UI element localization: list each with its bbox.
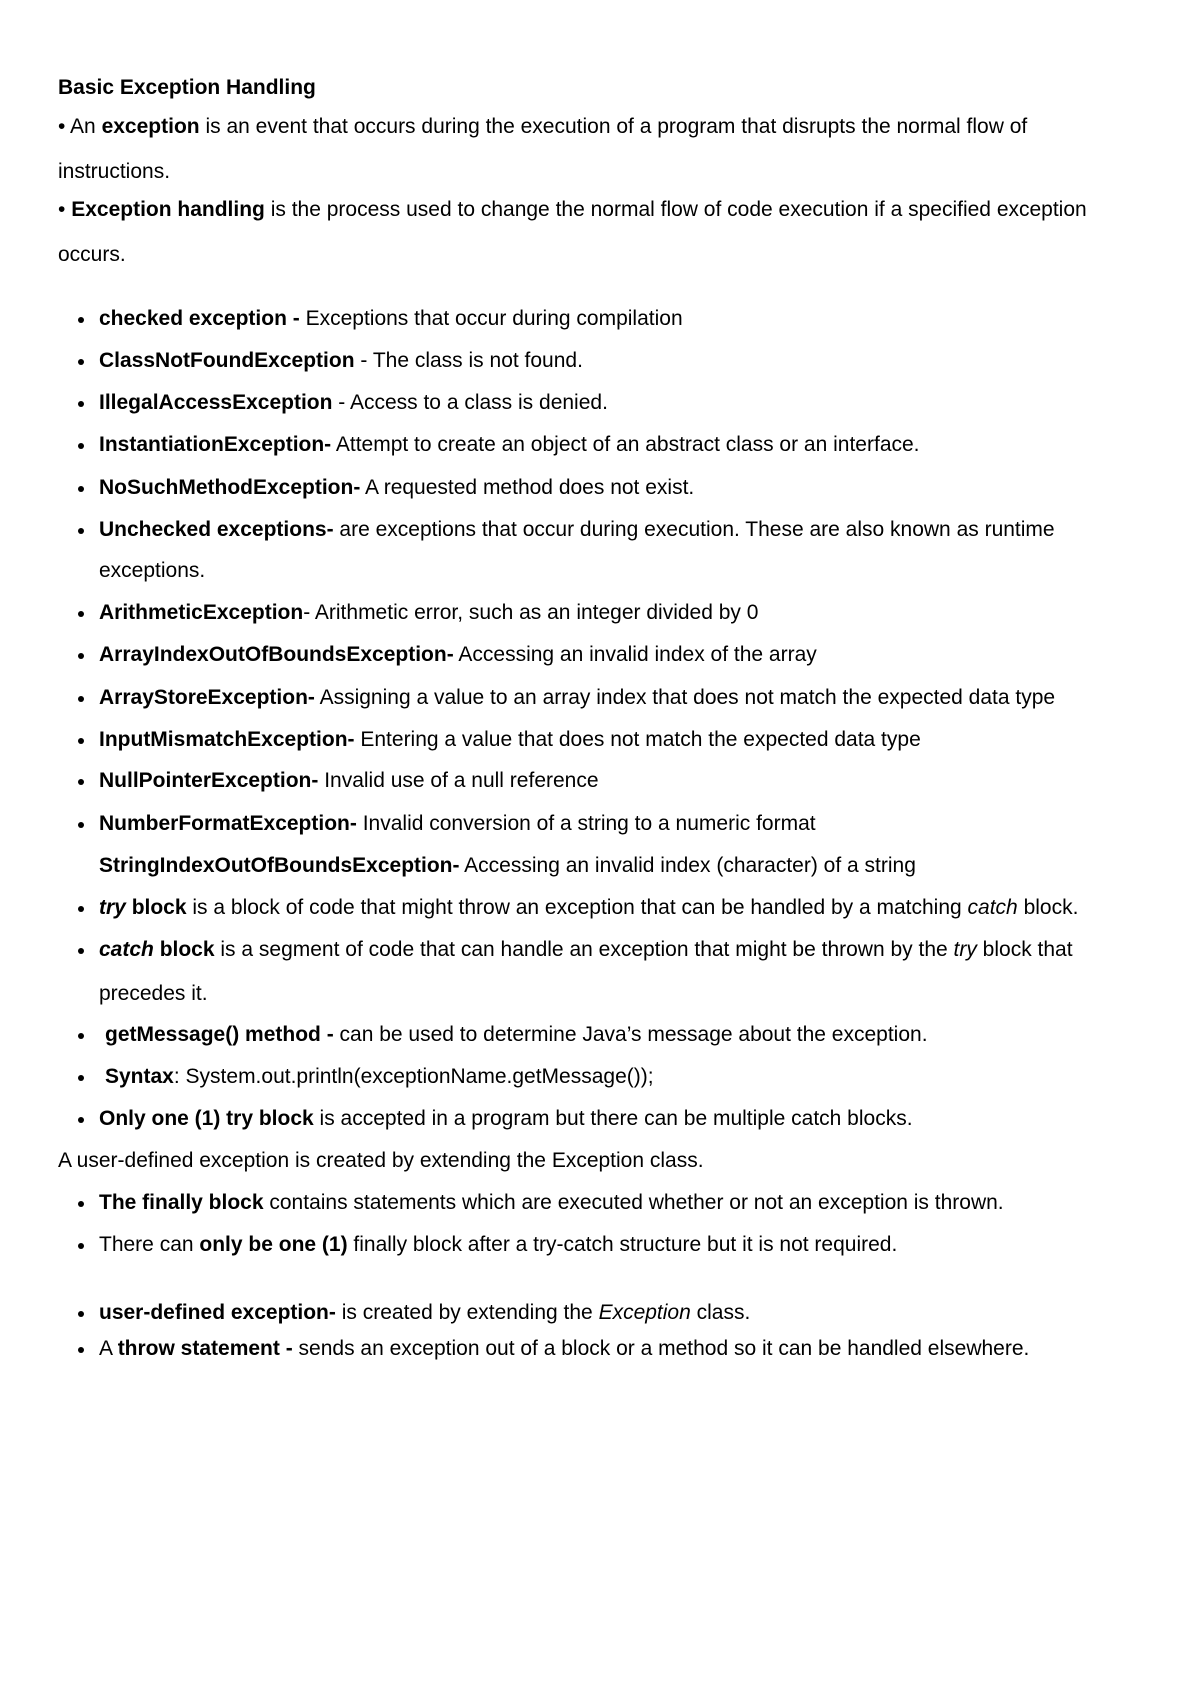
bullet-dot [78, 822, 84, 828]
term-exception: exception [101, 115, 200, 138]
bullet-dot [78, 443, 84, 449]
bullet: • [58, 198, 66, 221]
bullet-dot [78, 317, 84, 323]
bullet-dot [78, 1243, 84, 1249]
term-exception-handling: Exception handling [71, 198, 265, 221]
bullet-dot [78, 611, 84, 617]
bullet-dot [78, 1201, 84, 1207]
page-title: Basic Exception Handling [58, 76, 316, 99]
document-page: Basic Exception Handling • An exception is an event that occurs during the execution of a program that disrupts the normal flow of instructions. • Exception handling is the process used to change the normal flow of code execution if a specified exception occurs. checked exception - Exceptions that occur during compilation ClassNotFoundException - The class is not found. IllegalAccessException - Access to a class is denied. InstantiationException- Attempt to create an object of an abstract class or an interface. NoSuchMethodException- A requested method does not exist. Unchecked exceptions- are exceptions that occur during execution. These are also known as runtime exceptions. ArithmeticException- Arithmetic error, such as an integer divided by 0 ArrayIndexOutOfBoundsException- Accessing an invalid index of the array ArrayStoreException- Assigning a value to an array index that does not match the expected data type InputMismatchException- Entering a value that does not match the expected data type NullPointerException- Invalid use of a null reference NumberFormatException- Invalid conversion of a string to a numeric format StringIndexOutOfBoundsException- Accessing an invalid index (character) of a string try block is a block of code that might throw an exception that can be handled by a matching catch block. catch block is a segment of code that can handle an exception that might be thrown by the try block that precedes it. getMessage() method - can be used to determine Java’s message about the exception. Syntax: System.out.println(exceptionName.getMessage()); Only one (1) try block is accepted in a program but there can be multiple catch blocks. A user-defined exception is created by extending the Exception class. The finally block contains statements which are executed whether or not an exception is thrown. There can only be one (1) finally block after a try-catch structure but it is not required. user-defined exception- is created by extending the Exception class. A throw statement - sends an exception out of a block or a method so it can be handled elsewhere. [0, 0, 1200, 1698]
bullet-dot [78, 528, 84, 534]
list-item-continuation: exceptions. [99, 559, 206, 582]
bullet: • [58, 115, 66, 138]
user-defined-exception-note: A user-defined exception is created by extending the Exception class. [58, 1149, 704, 1172]
bullet-dot [78, 906, 84, 912]
intro-paragraph-exception-handling: • Exception handling is the process used to change the normal flow of code execution if a specified exception occurs. [58, 198, 1087, 266]
bullet-dot [78, 359, 84, 365]
bullet-dot [78, 696, 84, 702]
list-item-continuation: precedes it. [99, 982, 208, 1005]
list-item-continuation: StringIndexOutOfBoundsException- Accessing an invalid index (character) of a string [99, 854, 916, 877]
bullet-dot [78, 653, 84, 659]
bullet-dot [78, 1347, 84, 1353]
intro-paragraph-exception: • An exception is an event that occurs during the execution of a program that disrupts the normal flow of instructions. [58, 115, 1028, 183]
bullet-dot [78, 486, 84, 492]
bullet-dot [78, 1117, 84, 1123]
bullet-dot [78, 779, 84, 785]
bullet-dot [78, 948, 84, 954]
bullet-dot [78, 738, 84, 744]
bullet-dot [78, 1033, 84, 1039]
bullet-dot [78, 1311, 84, 1317]
bullet-dot [78, 1075, 84, 1081]
bullet-dot [78, 401, 84, 407]
